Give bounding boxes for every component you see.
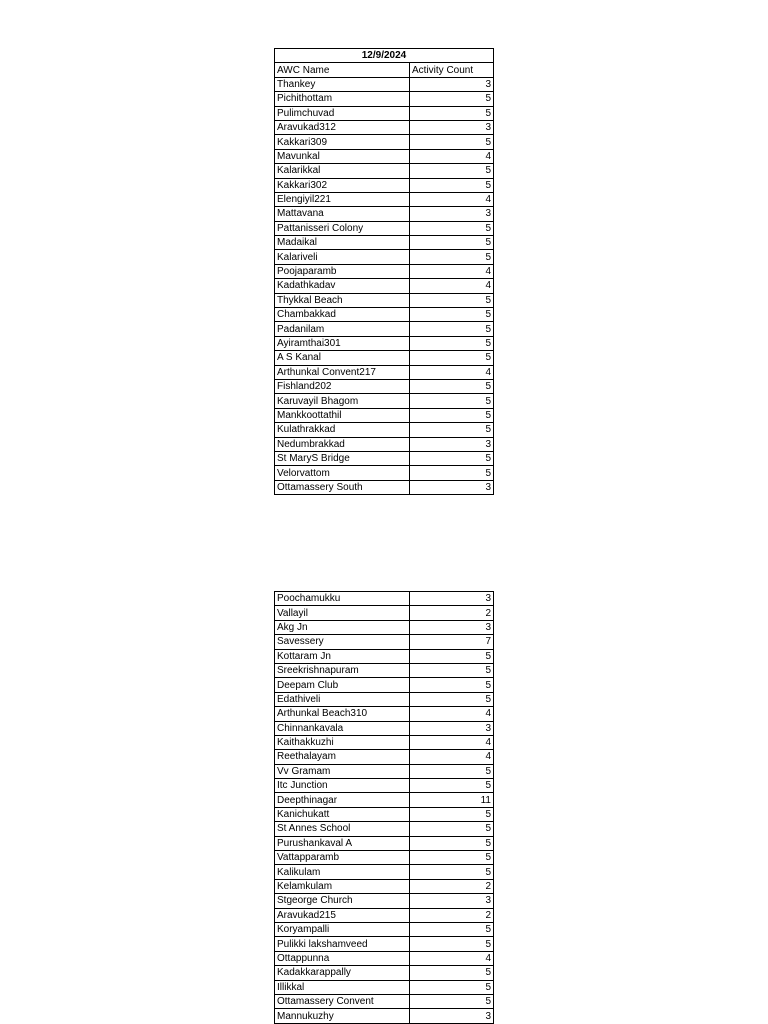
activity-count-cell: 5 (410, 779, 494, 793)
awc-name-cell: Karuvayil Bhagom (275, 394, 410, 408)
awc-name-cell: Itc Junction (275, 779, 410, 793)
table-row (275, 279, 494, 293)
column-header-row (275, 63, 494, 77)
table-row (275, 937, 494, 951)
activity-count-cell: 5 (410, 92, 494, 106)
table-row (275, 764, 494, 778)
awc-name-cell: Kaithakkuzhi (275, 735, 410, 749)
table-row (275, 365, 494, 379)
table-row (275, 966, 494, 980)
activity-count-cell: 5 (410, 851, 494, 865)
activity-count-cell: 3 (410, 1009, 494, 1023)
activity-count-cell: 5 (410, 692, 494, 706)
activity-count-cell: 3 (410, 480, 494, 494)
activity-count-cell: 5 (410, 164, 494, 178)
awc-name-cell: Chinnankavala (275, 721, 410, 735)
awc-name-cell: Kalariveli (275, 250, 410, 264)
table-row (275, 879, 494, 893)
table-row (275, 822, 494, 836)
activity-count-cell: 5 (410, 293, 494, 307)
activity-count-cell: 4 (410, 365, 494, 379)
activity-count-cell: 5 (410, 106, 494, 120)
activity-count-cell: 5 (410, 236, 494, 250)
activity-table-bottom (274, 591, 494, 1024)
activity-count-cell: 5 (410, 394, 494, 408)
awc-name-cell: Kalarikkal (275, 164, 410, 178)
awc-name-cell: Ottamassery South (275, 480, 410, 494)
table-row (275, 480, 494, 494)
table-row (275, 92, 494, 106)
activity-count-cell: 4 (410, 192, 494, 206)
table-row (275, 221, 494, 235)
awc-name-cell: Kottaram Jn (275, 649, 410, 663)
activity-count-cell: 3 (410, 437, 494, 451)
table-row (275, 451, 494, 465)
awc-name-cell: Aravukad215 (275, 908, 410, 922)
table-row (275, 77, 494, 91)
awc-name-cell: Arthunkal Beach310 (275, 707, 410, 721)
activity-count-cell: 5 (410, 466, 494, 480)
table-row (275, 922, 494, 936)
table-row (275, 135, 494, 149)
table-row (275, 293, 494, 307)
awc-name-cell: Poojaparamb (275, 264, 410, 278)
awc-name-cell: Vattapparamb (275, 851, 410, 865)
table-row (275, 264, 494, 278)
awc-name-cell: Mannukuzhy (275, 1009, 410, 1023)
awc-name-cell: Mankkoottathil (275, 408, 410, 422)
activity-count-cell: 5 (410, 937, 494, 951)
awc-name-cell: Fishland202 (275, 379, 410, 393)
activity-count-cell: 5 (410, 663, 494, 677)
awc-name-cell: St Annes School (275, 822, 410, 836)
table-row (275, 466, 494, 480)
table-row (275, 236, 494, 250)
awc-name-cell: Vallayil (275, 606, 410, 620)
activity-count-cell: 11 (410, 793, 494, 807)
table-row (275, 851, 494, 865)
date-header-row (275, 49, 494, 63)
table-row (275, 894, 494, 908)
awc-name-cell: Stgeorge Church (275, 894, 410, 908)
activity-count-cell: 3 (410, 120, 494, 134)
table-row (275, 793, 494, 807)
awc-name-cell: Kadakkarappally (275, 966, 410, 980)
awc-name-cell: Akg Jn (275, 620, 410, 634)
awc-name-cell: A S Kanal (275, 351, 410, 365)
awc-name-cell: Nedumbrakkad (275, 437, 410, 451)
table-row (275, 408, 494, 422)
activity-count-cell: 5 (410, 178, 494, 192)
activity-count-cell: 4 (410, 149, 494, 163)
awc-name-cell: Reethalayam (275, 750, 410, 764)
activity-table-top (274, 48, 494, 495)
activity-count-cell: 5 (410, 351, 494, 365)
activity-count-cell: 5 (410, 408, 494, 422)
table-row (275, 649, 494, 663)
table-row (275, 192, 494, 206)
activity-count-cell: 5 (410, 678, 494, 692)
table-row (275, 592, 494, 606)
table-row (275, 620, 494, 634)
date-header: 12/9/2024 (275, 49, 494, 63)
activity-count-cell: 5 (410, 764, 494, 778)
awc-name-cell: Kakkari309 (275, 135, 410, 149)
activity-count-cell: 5 (410, 308, 494, 322)
activity-count-cell: 5 (410, 994, 494, 1008)
activity-count-cell: 4 (410, 264, 494, 278)
table-row (275, 908, 494, 922)
table-row (275, 106, 494, 120)
awc-name-cell: Deepam Club (275, 678, 410, 692)
table-row (275, 663, 494, 677)
activity-count-cell: 5 (410, 836, 494, 850)
awc-name-cell: Pulikki lakshamveed (275, 937, 410, 951)
activity-count-cell: 5 (410, 807, 494, 821)
table-row (275, 120, 494, 134)
awc-name-cell: Illikkal (275, 980, 410, 994)
activity-count-cell: 5 (410, 423, 494, 437)
activity-count-cell: 5 (410, 250, 494, 264)
table-row (275, 980, 494, 994)
table-row (275, 164, 494, 178)
activity-count-cell: 5 (410, 865, 494, 879)
awc-name-cell: Ottappunna (275, 951, 410, 965)
table-row (275, 394, 494, 408)
awc-name-cell: Edathiveli (275, 692, 410, 706)
table-row (275, 750, 494, 764)
table-row (275, 1009, 494, 1023)
table-row (275, 865, 494, 879)
table-row (275, 707, 494, 721)
awc-name-cell: Pulimchuvad (275, 106, 410, 120)
awc-name-cell: Padanilam (275, 322, 410, 336)
activity-count-cell: 3 (410, 894, 494, 908)
awc-name-cell: Deepthinagar (275, 793, 410, 807)
awc-name-cell: Purushankaval A (275, 836, 410, 850)
table-row (275, 678, 494, 692)
table-row (275, 606, 494, 620)
awc-name-cell: Madaikal (275, 236, 410, 250)
table-row (275, 807, 494, 821)
activity-count-cell: 2 (410, 606, 494, 620)
activity-count-cell: 7 (410, 635, 494, 649)
table-row (275, 692, 494, 706)
activity-count-cell: 5 (410, 980, 494, 994)
table-row (275, 336, 494, 350)
awc-name-cell: Savessery (275, 635, 410, 649)
awc-name-cell: Kalikulam (275, 865, 410, 879)
activity-count-cell: 5 (410, 649, 494, 663)
activity-count-cell: 3 (410, 592, 494, 606)
activity-count-cell: 2 (410, 908, 494, 922)
table-row (275, 779, 494, 793)
activity-count-cell: 3 (410, 207, 494, 221)
activity-count-cell: 4 (410, 735, 494, 749)
awc-name-header: AWC Name (275, 63, 410, 77)
activity-count-cell: 5 (410, 922, 494, 936)
awc-name-cell: Sreekrishnapuram (275, 663, 410, 677)
awc-name-cell: Mavunkal (275, 149, 410, 163)
awc-name-cell: Kadathkadav (275, 279, 410, 293)
activity-count-cell: 5 (410, 336, 494, 350)
activity-count-cell: 4 (410, 951, 494, 965)
activity-count-cell: 3 (410, 620, 494, 634)
table-row (275, 207, 494, 221)
awc-name-cell: Vv Gramam (275, 764, 410, 778)
table-row (275, 635, 494, 649)
table-row (275, 322, 494, 336)
awc-name-cell: Aravukad312 (275, 120, 410, 134)
awc-name-cell: Pattanisseri Colony (275, 221, 410, 235)
activity-count-header: Activity Count (410, 63, 494, 77)
activity-count-cell: 5 (410, 966, 494, 980)
table-row (275, 250, 494, 264)
activity-count-cell: 4 (410, 750, 494, 764)
awc-name-cell: Kakkari302 (275, 178, 410, 192)
table-row (275, 308, 494, 322)
awc-name-cell: Mattavana (275, 207, 410, 221)
table-row (275, 951, 494, 965)
awc-name-cell: Arthunkal Convent217 (275, 365, 410, 379)
activity-count-cell: 2 (410, 879, 494, 893)
table-row (275, 721, 494, 735)
activity-count-cell: 3 (410, 77, 494, 91)
awc-name-cell: St MaryS Bridge (275, 451, 410, 465)
awc-name-cell: Kanichukatt (275, 807, 410, 821)
table-row (275, 351, 494, 365)
awc-name-cell: Ottamassery Convent (275, 994, 410, 1008)
awc-name-cell: Thankey (275, 77, 410, 91)
activity-count-cell: 5 (410, 322, 494, 336)
awc-name-cell: Elengiyil221 (275, 192, 410, 206)
awc-name-cell: Poochamukku (275, 592, 410, 606)
activity-count-cell: 5 (410, 135, 494, 149)
table-row (275, 178, 494, 192)
table-row (275, 149, 494, 163)
table-row (275, 735, 494, 749)
awc-name-cell: Thykkal Beach (275, 293, 410, 307)
awc-name-cell: Velorvattom (275, 466, 410, 480)
table-row (275, 437, 494, 451)
activity-count-cell: 3 (410, 721, 494, 735)
activity-count-cell: 4 (410, 707, 494, 721)
awc-name-cell: Koryampalli (275, 922, 410, 936)
awc-name-cell: Ayiramthai301 (275, 336, 410, 350)
awc-name-cell: Chambakkad (275, 308, 410, 322)
table-row (275, 379, 494, 393)
table-row (275, 423, 494, 437)
activity-count-cell: 5 (410, 221, 494, 235)
activity-count-cell: 5 (410, 451, 494, 465)
activity-count-cell: 5 (410, 379, 494, 393)
table-row (275, 836, 494, 850)
table-row (275, 994, 494, 1008)
awc-name-cell: Kulathrakkad (275, 423, 410, 437)
activity-count-cell: 5 (410, 822, 494, 836)
activity-count-cell: 4 (410, 279, 494, 293)
awc-name-cell: Kelamkulam (275, 879, 410, 893)
awc-name-cell: Pichithottam (275, 92, 410, 106)
